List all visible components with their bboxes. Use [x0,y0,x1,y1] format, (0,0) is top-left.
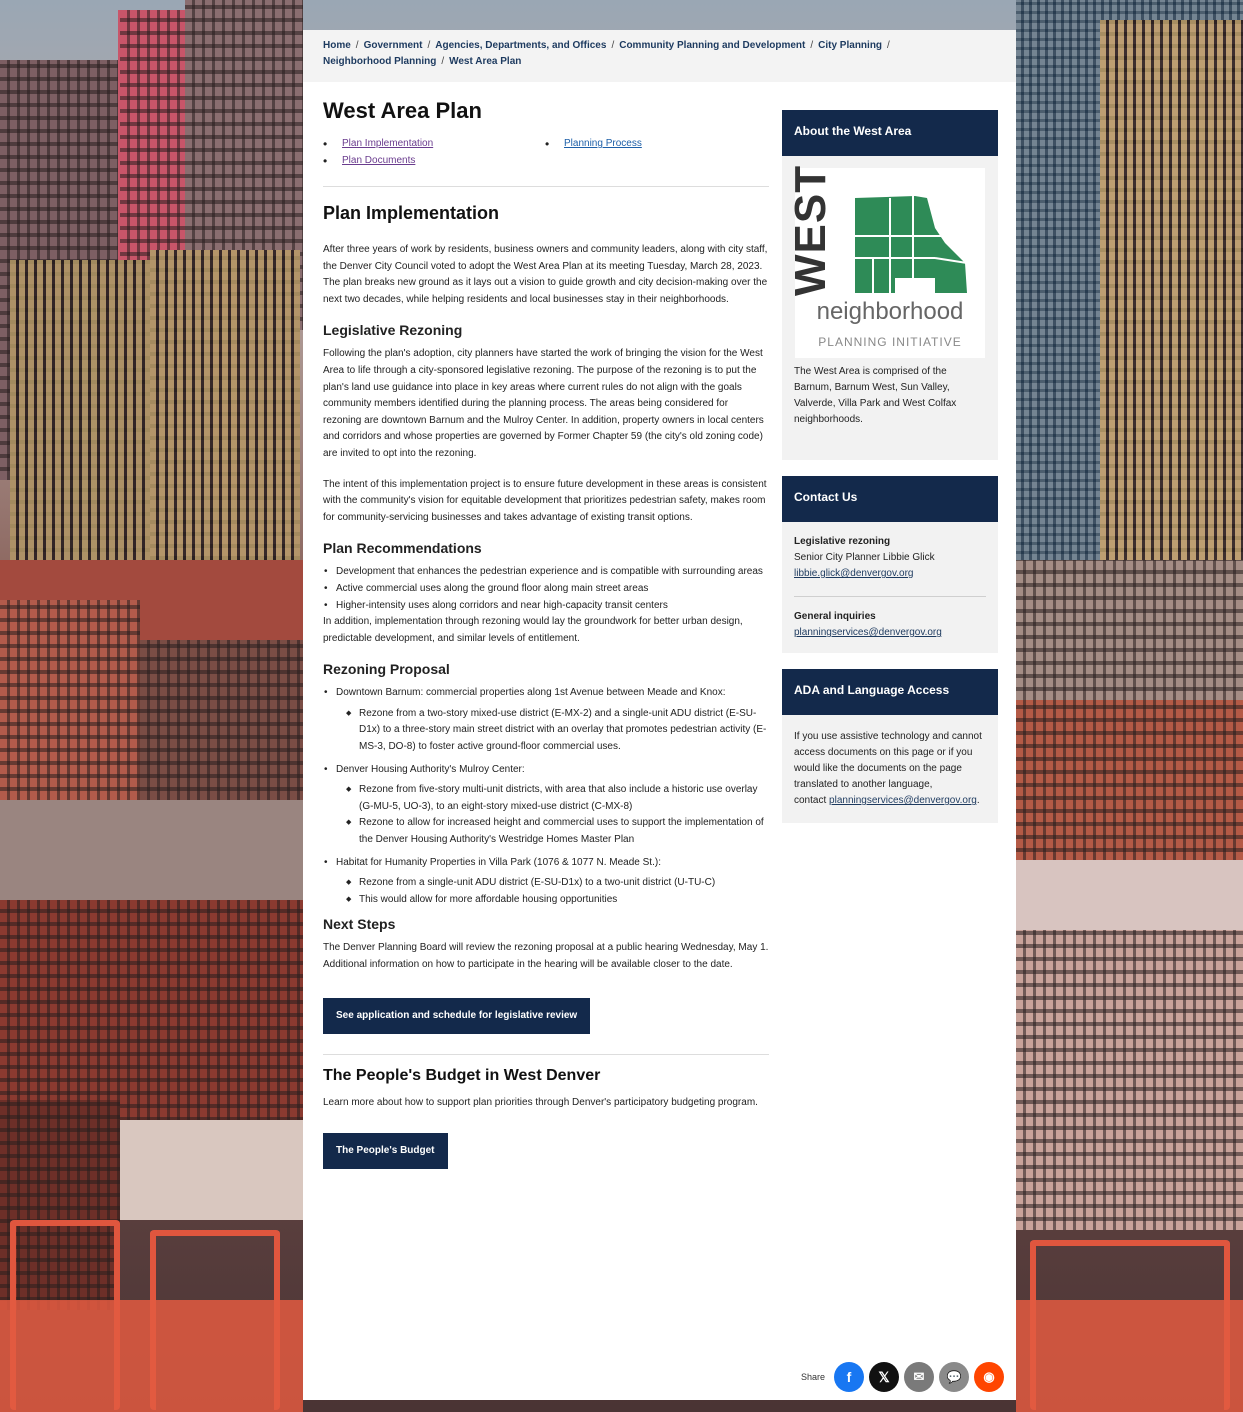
breadcrumb-home[interactable]: Home [323,40,351,51]
ada-panel [782,669,998,823]
logo-line-2: PLANNING INITIATIVE [818,335,962,349]
contact-2-email-link[interactable]: planningservices@denvergov.org [794,627,942,638]
breadcrumb-cpd[interactable]: Community Planning and Development [619,40,806,51]
contact-panel-title: Contact Us [782,476,998,522]
sub-list-item: ◆ This would allow for more affordable housing opportunities [346,892,769,909]
list-item: • Development that enhances the pedestrian experience and is compatible with surrounding areas [323,564,769,581]
breadcrumb-city-planning[interactable]: City Planning [818,40,883,51]
jump-link-plan-documents[interactable]: Plan Documents [342,155,416,166]
sub-list-item: ◆ Rezone from a single-unit ADU district (E-SU-D1x) to a two-unit district (U-TU-C) [346,875,769,892]
west-logo [786,164,985,358]
about-panel-body [782,156,998,460]
main-card [303,30,1016,1400]
subheading-proposal: Rezoning Proposal [323,661,450,678]
list-item: • Active commercial uses along the ground floor along main street areas [323,581,769,598]
sub-list-item: ◆ Rezone to allow for increased height and commercial uses to support the implementation of the Denver Housing Authority's Westridge Homes Master Plan [346,815,769,848]
contact-divider [794,596,986,597]
breadcrumb-current: West Area Plan [449,56,522,67]
ada-email-link[interactable]: planningservices@denvergov.org [829,795,977,806]
section-divider [323,186,769,187]
x-icon[interactable]: 𝕏 [869,1362,899,1392]
legislative-review-button[interactable]: See application and schedule for legislative review [323,998,590,1034]
page-title: West Area Plan [323,98,482,123]
jump-links [323,138,769,166]
section-heading-budget: The People's Budget in West Denver [323,1066,601,1084]
breadcrumb-government[interactable]: Government [363,40,423,51]
ada-panel-title: ADA and Language Access [782,669,998,715]
contact-panel [782,476,998,653]
sub-list [336,875,769,908]
section-divider [323,1054,769,1055]
contact-1-name: Senior City Planner Libbie Glick [794,552,935,563]
sub-list [336,706,769,756]
sub-list [336,782,769,848]
jump-link-item [323,155,545,166]
recommendations-after: In addition, implementation through rezoning would lay the groundwork for better urban design, predictable development, and similar levels of entitlement. [323,616,743,644]
breadcrumb-agencies[interactable]: Agencies, Departments, and Offices [435,40,607,51]
about-panel-title: About the West Area [782,110,998,156]
budget-text: Learn more about how to support plan priorities through Denver's participatory budgeting program. [323,1096,758,1108]
jump-link-item [323,138,545,149]
contact-1-label: Legislative rezoning [794,536,891,547]
about-panel [782,110,998,460]
breadcrumb: Home / Government / Agencies, Departments, and Offices / Community Planning and Development / City Planning / Neighborhood Planning / West Area Plan [303,30,1016,82]
recommendations-list [323,564,769,614]
sub-list-item: ◆ Rezone from a two-story mixed-use district (E-MX-2) and a single-unit ADU district (E-SU-D1x) to a three-story main street district with an overlay that promotes pedestrian activity (E-MS-3, DO-8) to foster active ground-floor commercial uses. [346,706,769,756]
sub-list-item: ◆ Rezone from five-story multi-unit districts, with area that also include a historic use overlay (G-MU-5, UO-3), to an eight-story mixed-use district (C-MX-8) [346,782,769,815]
subheading-recommendations: Plan Recommendations [323,540,482,557]
email-icon[interactable]: ✉ [904,1362,934,1392]
logo-line-1: neighborhood [816,298,964,325]
proposal-label: Habitat for Humanity Properties in Villa Park (1076 & 1077 N. Meade St.): [336,856,661,868]
rezoning-paragraph-2: The intent of this implementation project is to ensure future development in these areas is consistent with the community's vision for equitable development that prioritizes pedestrian safety, makes room for community-servicing businesses and takes advantage of existing transit options. [323,478,767,523]
proposal-label: Downtown Barnum: commercial properties along 1st Avenue between Meade and Knox: [336,687,726,699]
subheading-rezoning: Legislative Rezoning [323,322,463,339]
breadcrumb-neighborhood-planning[interactable]: Neighborhood Planning [323,56,437,67]
sidebar [782,110,998,839]
contact-1-email-link[interactable]: libbie.glick@denvergov.org [794,568,914,579]
list-item [323,855,769,909]
ada-contact-prefix: contact [794,795,827,806]
jump-link-item [545,138,745,149]
contact-2-label: General inquiries [794,611,876,622]
peoples-budget-button[interactable]: The People's Budget [323,1133,448,1169]
share-label: Share [800,1372,825,1382]
jump-link-plan-implementation[interactable]: Plan Implementation [342,138,434,149]
implementation-intro: After three years of work by residents, business owners and community leaders, along with city staff, the Denver City Council voted to adopt the West Area Plan at its meeting Tuesday, March 28, 2023. The plan breaks new ground as it lays out a vision to guide growth and city decision-making over the next two decades, while helping residents and local businesses stay in their neighborhoods. [323,244,768,305]
list-item [323,685,769,755]
sms-icon[interactable]: 💬 [939,1362,969,1392]
facebook-icon[interactable]: f [834,1362,864,1392]
jump-link-planning-process[interactable]: Planning Process [564,138,642,149]
share-bar [801,1362,1004,1392]
list-item: • Higher-intensity uses along corridors and near high-capacity transit centers [323,598,769,615]
ada-panel-body [782,715,998,823]
section-heading-implementation: Plan Implementation [323,203,500,223]
reddit-icon[interactable]: ◉ [974,1362,1004,1392]
contact-panel-body [782,522,998,653]
ada-suffix: . [976,795,980,806]
rezoning-paragraph-1: Following the plan's adoption, city planners have started the work of bringing the vision for the West Area to life through a city-sponsored legislative rezoning. The purpose of the rezoning is to put the plan's land use guidance into place in key areas where current rules do not align with the goals community members identified during the planning process. The areas being considered for rezoning are downtown Barnum and the Mulroy Center. In addition, property owners in local centers and corridors and whose properties are governed by Former Chapter 59 (the city's old zoning code) are invited to opt into the rezoning. [323,348,764,459]
list-item [323,762,769,849]
proposal-label: Denver Housing Authority's Mulroy Center: [336,763,525,775]
about-text: The West Area is comprised of the Barnum, Barnum West, Sun Valley, Valverde, Villa Park and West Colfax neighborhoods. [794,366,957,425]
next-steps-text: The Denver Planning Board will review the rezoning proposal at a public hearing Wednesday, May 1. Additional information on how to participate in the hearing will be available closer to the date. [323,942,769,970]
proposal-list [323,685,769,908]
ada-text: If you use assistive technology and cannot access documents on this page or if you would like the documents on the page translated to another language, [794,731,982,790]
main-content [323,92,769,1169]
logo-word: WEST [786,164,835,296]
subheading-next-steps: Next Steps [323,916,396,933]
